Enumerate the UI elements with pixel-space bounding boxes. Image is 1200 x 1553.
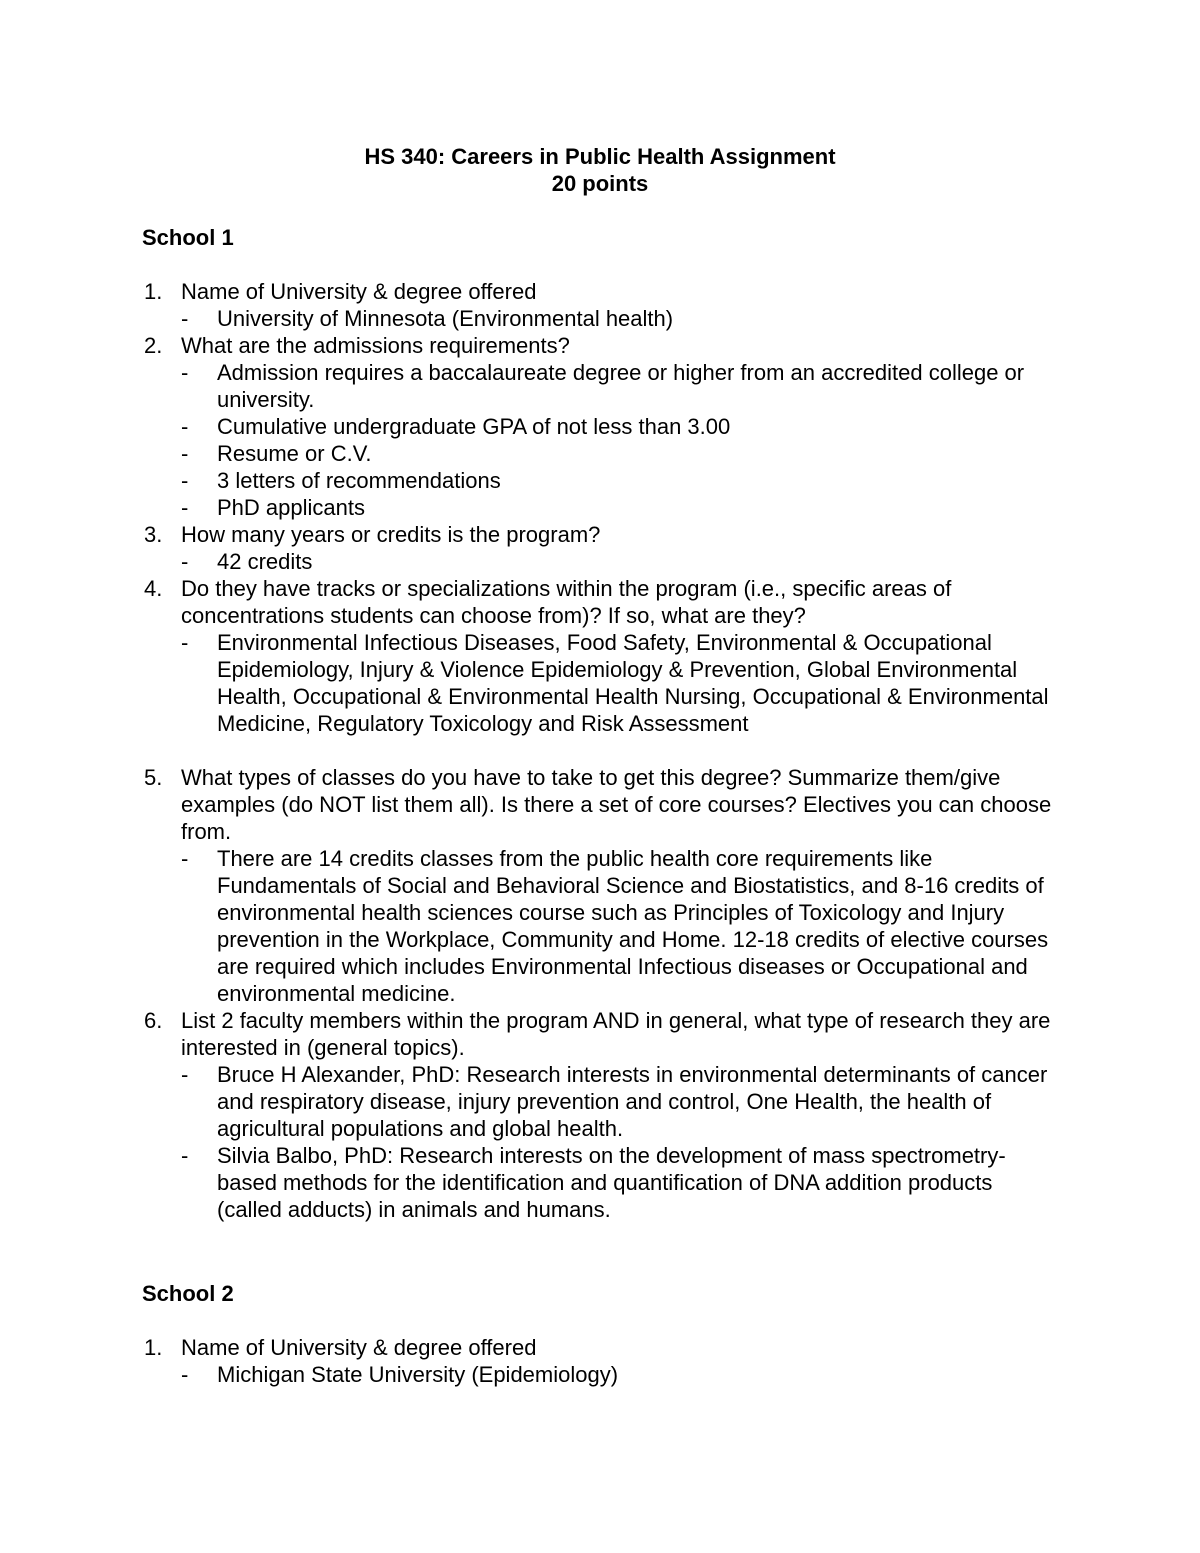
answer-item: [181, 413, 1061, 440]
answer-text: There are 14 credits classes from the public health core requirements like Fundamentals of Social and Behavioral Science and Biostatistics, and 8-16 credits of environmental health sciences course such as Principles of Toxicology and Injury prevention in the Workplace, Community and Home. 12-18 credits of elective courses are required which includes Environmental Infectious diseases or Occupational and environmental medicine.: [217, 846, 1049, 1006]
question-text: Name of University & degree offered: [181, 279, 537, 304]
document-points: 20 points: [551, 171, 649, 196]
answer-item: [181, 305, 1061, 332]
bullet-dash: -: [181, 360, 189, 385]
bullet-dash: -: [181, 441, 189, 466]
bullet-dash: -: [181, 630, 189, 655]
bullet-dash: -: [181, 495, 189, 520]
answer-item: [181, 1061, 1061, 1142]
bullet-dash: -: [181, 846, 189, 871]
answer-item: [181, 359, 1061, 413]
question-number: 6.: [144, 1008, 163, 1033]
bullet-dash: -: [181, 1062, 189, 1087]
answer-text: Cumulative undergraduate GPA of not less than 3.00: [217, 414, 731, 439]
school-1-heading: School 1: [142, 225, 234, 250]
answer-item: [181, 1361, 1061, 1388]
question-number: 3.: [144, 522, 163, 547]
answer-item: [181, 440, 1061, 467]
question-item: [0, 764, 1200, 845]
title-block: [0, 143, 1200, 197]
question-item: [0, 1334, 1200, 1361]
answer-text: Bruce H Alexander, PhD: Research interests in environmental determinants of cancer and respiratory disease, injury prevention and control, One Health, the health of agricultural populations and global health.: [217, 1062, 1048, 1141]
answer-text: Silvia Balbo, PhD: Research interests on the development of mass spectrometry-based methods for the identification and quantification of DNA addition products (called adducts) in animals and humans.: [217, 1143, 1006, 1222]
question-text: What are the admissions requirements?: [181, 333, 570, 358]
question-number: 1.: [144, 1335, 163, 1360]
school-1-questions: [0, 278, 1200, 1223]
bullet-dash: -: [181, 1143, 189, 1168]
question-text: List 2 faculty members within the program AND in general, what type of research they are interested in (general topics).: [181, 1008, 1051, 1060]
question-number: 4.: [144, 576, 163, 601]
question-text: Do they have tracks or specializations within the program (i.e., specific areas of concentrations students can choose from)? If so, what are they?: [181, 576, 952, 628]
bullet-dash: -: [181, 414, 189, 439]
answer-item: [181, 494, 1061, 521]
answer-item: [181, 845, 1061, 1007]
question-text: Name of University & degree offered: [181, 1335, 537, 1360]
question-text: How many years or credits is the program?: [181, 522, 601, 547]
bullet-dash: -: [181, 1362, 189, 1387]
question-text: What types of classes do you have to take to get this degree? Summarize them/give examples (do NOT list them all). Is there a set of core courses? Electives you can choose from.: [181, 765, 1052, 844]
question-item: [0, 575, 1200, 629]
question-number: 2.: [144, 333, 163, 358]
answer-text: 3 letters of recommendations: [217, 468, 501, 493]
answer-item: [181, 629, 1061, 737]
answer-text: 42 credits: [217, 549, 313, 574]
bullet-dash: -: [181, 468, 189, 493]
answer-text: Environmental Infectious Diseases, Food Safety, Environmental & Occupational Epidemiology, Injury & Violence Epidemiology & Prevention, Global Environmental Health, Occupational & Environmental Health Nursing, Occupational & Environmental Medicine, Regulatory Toxicology and Risk Assessment: [217, 630, 1049, 736]
answer-item: [181, 548, 1061, 575]
answer-text: Michigan State University (Epidemiology): [217, 1362, 619, 1387]
answer-text: Admission requires a baccalaureate degree or higher from an accredited college or university.: [217, 360, 1025, 412]
answer-text: Resume or C.V.: [217, 441, 372, 466]
document-title: HS 340: Careers in Public Health Assignment: [364, 144, 836, 169]
question-number: 1.: [144, 279, 163, 304]
school-2-heading: School 2: [142, 1281, 234, 1306]
question-item: [0, 332, 1200, 359]
school-2-questions: [0, 1334, 1200, 1388]
question-item: [0, 278, 1200, 305]
spacer: [0, 737, 1200, 764]
answer-text: PhD applicants: [217, 495, 365, 520]
answer-item: [181, 1142, 1061, 1223]
bullet-dash: -: [181, 306, 189, 331]
question-item: [0, 1007, 1200, 1061]
question-number: 5.: [144, 765, 163, 790]
question-item: [0, 521, 1200, 548]
bullet-dash: -: [181, 549, 189, 574]
answer-item: [181, 467, 1061, 494]
answer-text: University of Minnesota (Environmental health): [217, 306, 674, 331]
